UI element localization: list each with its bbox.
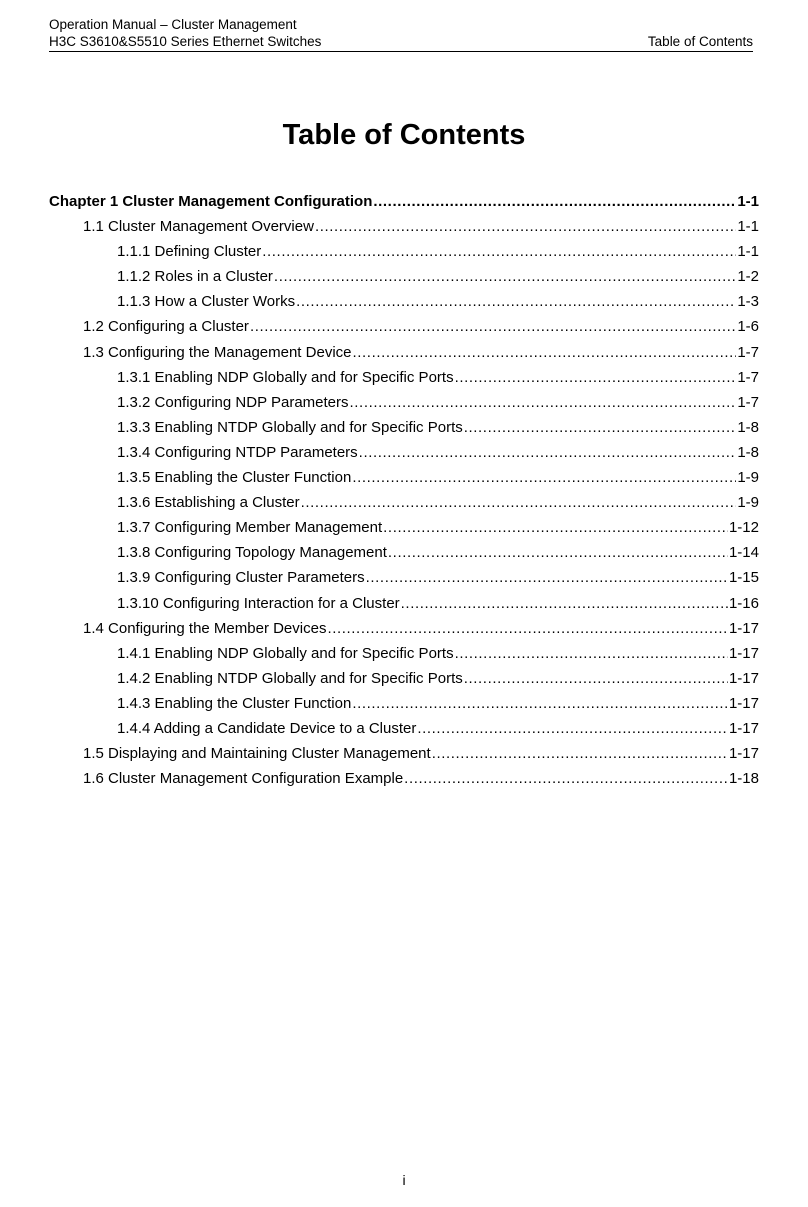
toc-entry-page: 1-12 [728,519,759,537]
toc-dot-leader [353,340,737,365]
header-product-name: H3C S3610&S5510 Series Ethernet Switches [49,34,322,49]
toc-entry[interactable] [49,716,759,741]
toc-entry[interactable] [49,340,759,365]
toc-dot-leader [366,565,728,590]
toc-entry-label: 1.2 Configuring a Cluster [83,318,249,336]
toc-entry-page: 1-1 [737,243,759,261]
page-header [49,16,753,50]
toc-entry[interactable] [49,365,759,390]
toc-entry-page: 1-1 [737,218,759,236]
toc-entry-label: 1.5 Displaying and Maintaining Cluster Management [83,745,431,763]
toc-entry[interactable] [49,415,759,440]
toc-dot-leader [350,390,737,415]
toc-entry-page: 1-16 [728,594,759,612]
toc-entry[interactable] [49,666,759,691]
toc-entry-page: 1-14 [728,544,759,562]
toc-entry-label: 1.3 Configuring the Management Device [83,343,352,361]
toc-entry[interactable] [49,565,759,590]
toc-entry-label: 1.3.1 Enabling NDP Globally and for Specific Ports [117,368,454,386]
toc-dot-leader [250,314,736,339]
toc-entry-page: 1-9 [737,494,759,512]
toc-entry-label: 1.3.10 Configuring Interaction for a Cluster [117,594,400,612]
toc-dot-leader [296,289,736,314]
header-row [49,33,753,50]
header-divider [49,51,753,52]
toc-entry-page: 1-17 [728,619,759,637]
header-section-name: Table of Contents [647,34,753,49]
toc-entry-page: 1-7 [737,393,759,411]
toc-entry-label: 1.3.2 Configuring NDP Parameters [117,393,349,411]
toc-dot-leader [404,766,728,791]
toc-dot-leader [327,616,728,641]
toc-entry-label: 1.1.1 Defining Cluster [117,243,262,261]
toc-dot-leader [373,189,736,214]
toc-dot-leader [401,591,728,616]
toc-entry-page: 1-7 [737,368,759,386]
toc-entry[interactable] [49,591,759,616]
toc-dot-leader [352,691,728,716]
header-manual-title: Operation Manual – Cluster Management [49,17,297,32]
toc-entry-label: 1.3.3 Enabling NTDP Globally and for Specific Ports [117,418,463,436]
toc-dot-leader [432,741,728,766]
toc-dot-leader [464,666,728,691]
toc-dot-leader [464,415,737,440]
toc-dot-leader [388,540,728,565]
toc-entry-label: 1.3.5 Enabling the Cluster Function [117,469,352,487]
toc-entry-page: 1-6 [737,318,759,336]
toc-entry[interactable] [49,641,759,666]
page-title: Table of Contents [282,119,526,151]
toc-entry-label: 1.1 Cluster Management Overview [83,218,314,236]
toc-entry-page: 1-7 [737,343,759,361]
toc-entry[interactable] [49,515,759,540]
toc-entry-page: 1-17 [728,644,759,662]
toc-entry[interactable] [49,616,759,641]
toc-entry-page: 1-18 [728,770,759,788]
toc-dot-leader [417,716,728,741]
toc-entry-label: 1.4.2 Enabling NTDP Globally and for Specific Ports [117,669,463,687]
table-of-contents [49,189,759,791]
toc-entry-label: 1.1.3 How a Cluster Works [117,293,296,311]
toc-dot-leader [455,641,728,666]
toc-entry[interactable] [49,289,759,314]
toc-entry-page: 1-17 [728,719,759,737]
toc-entry[interactable] [49,540,759,565]
toc-entry-page: 1-17 [728,694,759,712]
toc-entry[interactable] [49,490,759,515]
toc-entry-label: 1.4.3 Enabling the Cluster Function [117,694,352,712]
toc-entry[interactable] [49,465,759,490]
toc-dot-leader [383,515,728,540]
toc-entry[interactable] [49,264,759,289]
toc-dot-leader [262,239,736,264]
toc-entry-label: 1.4 Configuring the Member Devices [83,619,327,637]
toc-entry[interactable] [49,741,759,766]
toc-entry-page: 1-15 [728,569,759,587]
toc-chapter-entry[interactable] [49,189,759,214]
toc-dot-leader [455,365,737,390]
toc-entry-label: 1.3.7 Configuring Member Management [117,519,383,537]
toc-dot-leader [359,440,737,465]
toc-entry-page: 1-1 [737,193,759,210]
toc-entry-label: 1.3.9 Configuring Cluster Parameters [117,569,365,587]
toc-entry-page: 1-2 [737,268,759,286]
page-number: i [402,1172,406,1188]
toc-dot-leader [352,465,736,490]
toc-entry-page: 1-3 [737,293,759,311]
toc-entry-label: 1.3.4 Configuring NTDP Parameters [117,443,358,461]
toc-entry-label: 1.4.4 Adding a Candidate Device to a Cluster [117,719,417,737]
toc-entry[interactable] [49,390,759,415]
toc-entry[interactable] [49,214,759,239]
toc-entry-label: 1.3.6 Establishing a Cluster [117,494,300,512]
toc-entry[interactable] [49,314,759,339]
toc-entry-label: 1.6 Cluster Management Configuration Example [83,770,404,788]
toc-entry-page: 1-17 [728,669,759,687]
toc-entry-label: 1.1.2 Roles in a Cluster [117,268,273,286]
toc-entry-label: 1.4.1 Enabling NDP Globally and for Specific Ports [117,644,454,662]
toc-entry[interactable] [49,691,759,716]
toc-entry-page: 1-17 [728,745,759,763]
toc-entry-page: 1-8 [737,418,759,436]
toc-entry[interactable] [49,766,759,791]
toc-entry-label: Chapter 1 Cluster Management Configuration [49,193,373,210]
toc-dot-leader [301,490,737,515]
toc-entry-page: 1-8 [737,443,759,461]
toc-entry-label: 1.3.8 Configuring Topology Management [117,544,387,562]
toc-entry-page: 1-9 [737,469,759,487]
toc-entry[interactable] [49,440,759,465]
toc-dot-leader [274,264,736,289]
toc-entry[interactable] [49,239,759,264]
toc-dot-leader [315,214,736,239]
